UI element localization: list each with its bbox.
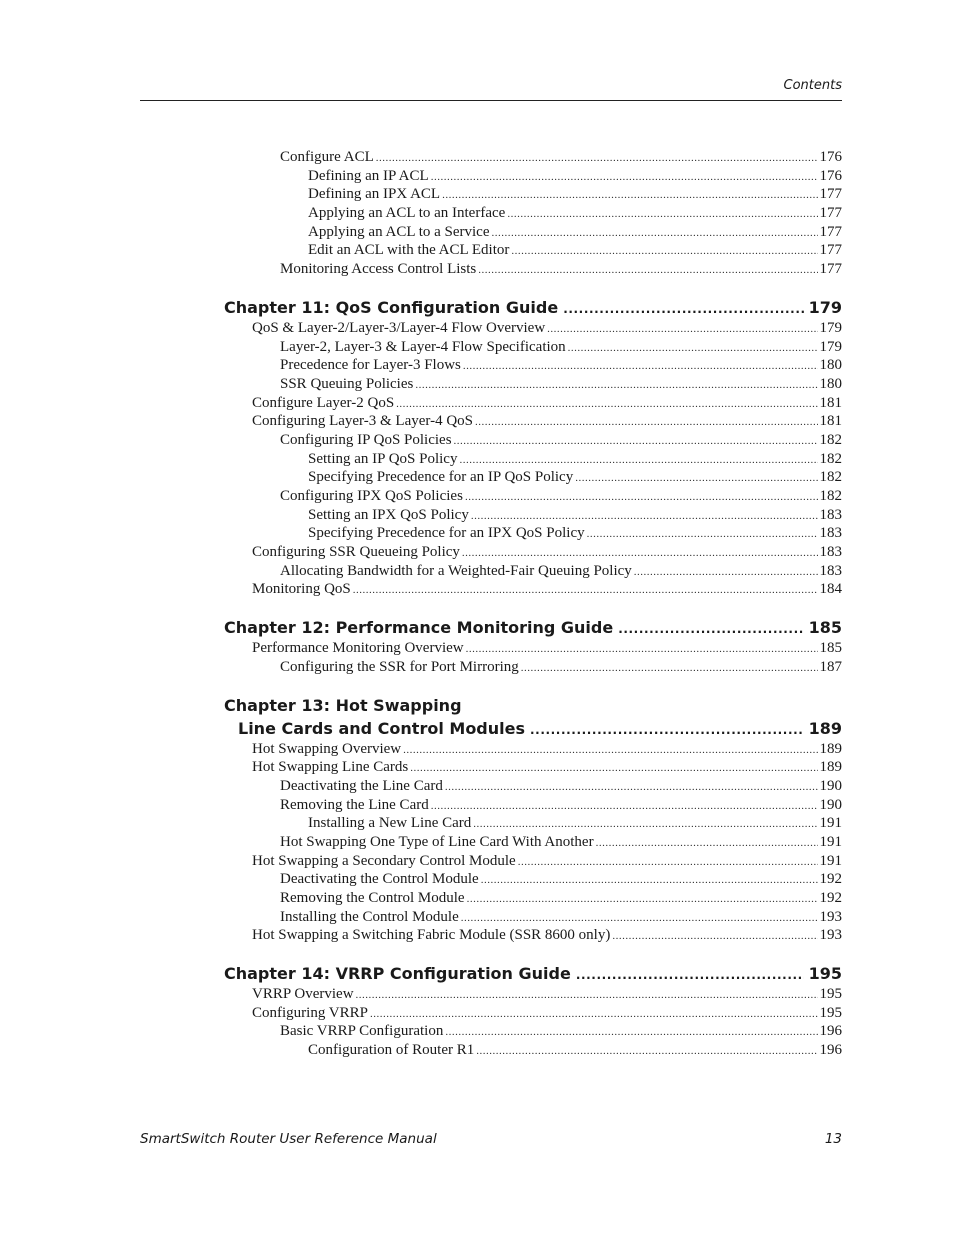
toc-entry[interactable] (224, 394, 842, 413)
toc-entry-page: 177 (819, 223, 842, 240)
toc-entry-title: Configuring IP QoS Policies (280, 431, 452, 448)
chapter-title: Chapter 12: Performance Monitoring Guide (224, 618, 614, 638)
toc-entry-page: 192 (819, 890, 842, 906)
toc-entry-page: 190 (819, 777, 842, 794)
chapter-heading[interactable] (224, 962, 842, 985)
chapter-heading[interactable] (224, 616, 842, 639)
chapter-title-line2: Line Cards and Control Modules (238, 718, 526, 738)
dot-leader (473, 815, 817, 834)
toc-entry-title: Specifying Precedence for an IP QoS Policy (308, 469, 574, 486)
toc-entry[interactable] (224, 1022, 842, 1041)
toc-entry-title: Layer-2, Layer-3 & Layer-4 Flow Specification (280, 338, 566, 355)
toc-entry-page: 180 (819, 375, 842, 392)
dot-leader (478, 261, 817, 280)
toc-entry[interactable] (224, 580, 842, 599)
dot-leader (521, 659, 818, 678)
toc-entry-title: Basic VRRP Configuration (280, 1023, 444, 1040)
toc-entry[interactable] (224, 777, 842, 796)
chapter-gap (224, 677, 842, 694)
running-header: Contents (783, 78, 842, 93)
toc-entry-page: 189 (819, 740, 842, 757)
footer-manual-title: SmartSwitch Router User Reference Manual (140, 1131, 437, 1147)
toc-entry-page: 182 (819, 431, 842, 448)
toc-entry-title: VRRP Overview (252, 986, 354, 1003)
toc-entry-title: SSR Queuing Policies (280, 375, 414, 392)
toc-entry-title: Installing a New Line Card (308, 815, 472, 832)
toc-entry-page: 191 (819, 833, 842, 850)
toc-entry-title: Performance Monitoring Overview (252, 640, 464, 657)
dot-leader (634, 563, 818, 582)
footer-page-number: 13 (824, 1131, 842, 1147)
toc-entry-page: 191 (819, 852, 842, 869)
dot-leader (459, 451, 817, 470)
dot-leader (463, 357, 818, 376)
toc-entry-page: 187 (819, 658, 842, 675)
chapter-page: 179 (808, 297, 842, 317)
toc-entry-page: 183 (819, 506, 842, 523)
chapter-heading[interactable] (224, 296, 842, 319)
toc-entry-page: 181 (819, 394, 842, 411)
toc-entry-title: Removing the Control Module (280, 890, 465, 906)
toc-entry-title: Monitoring QoS (252, 581, 351, 598)
toc-entry-title: Configuring IPX QoS Policies (280, 488, 463, 504)
toc-entry[interactable] (224, 167, 842, 186)
toc-entry-title: Deactivating the Line Card (280, 777, 443, 794)
toc-entry-page: 191 (819, 815, 842, 832)
chapter-page: 185 (808, 618, 842, 638)
toc-entry-title: Setting an IP QoS Policy (308, 450, 458, 467)
toc-entry-title: Defining an IPX ACL (308, 186, 441, 203)
dot-leader (431, 797, 818, 816)
toc-entry-page: 189 (819, 759, 842, 776)
dot-leader (370, 1005, 818, 1024)
toc-entry[interactable] (224, 908, 842, 927)
toc-entry[interactable] (224, 870, 842, 889)
toc-entry[interactable] (224, 412, 842, 431)
toc-entry[interactable] (224, 1004, 842, 1023)
chapter-title: Chapter 14: VRRP Configuration Guide (224, 964, 571, 984)
toc-entry[interactable] (224, 185, 842, 204)
chapter-page: 195 (808, 964, 842, 984)
toc-entry-title: Configure ACL (280, 149, 374, 165)
dot-leader (547, 320, 817, 339)
dot-leader (618, 618, 803, 641)
toc-entry[interactable] (224, 319, 842, 338)
toc-entry-page: 176 (819, 167, 842, 184)
dot-leader (466, 640, 818, 659)
toc-entry-page: 195 (819, 986, 842, 1003)
toc-entry[interactable] (224, 833, 842, 852)
toc-entry-page: 185 (819, 640, 842, 657)
toc-entry-title: Edit an ACL with the ACL Editor (308, 242, 510, 259)
toc-entry[interactable] (224, 487, 842, 506)
dot-leader (481, 871, 818, 890)
toc-entry[interactable] (224, 814, 842, 833)
toc-entry[interactable] (224, 562, 842, 581)
toc-entry[interactable] (224, 260, 842, 279)
toc-entry-page: 196 (819, 1042, 842, 1059)
toc-entry-page: 176 (819, 149, 842, 165)
toc-entry-page: 193 (819, 927, 842, 944)
dot-leader (587, 525, 818, 544)
toc-entry-title: Hot Swapping One Type of Line Card With Another (280, 833, 594, 850)
dot-leader (396, 395, 817, 414)
dot-leader (353, 581, 818, 600)
dot-leader (442, 186, 817, 205)
toc-entry[interactable] (224, 204, 842, 223)
dot-leader (356, 986, 818, 1005)
toc-entry-page: 183 (819, 562, 842, 579)
dot-leader (492, 224, 818, 243)
toc-entry[interactable] (224, 658, 842, 677)
dot-leader (445, 1023, 817, 1042)
dot-leader (410, 759, 817, 778)
toc-entry[interactable] (224, 241, 842, 260)
dot-leader (465, 488, 818, 507)
dot-leader (403, 741, 817, 760)
dot-leader (462, 544, 818, 563)
toc-entry[interactable] (224, 852, 842, 871)
toc-entry-page: 195 (819, 1004, 842, 1021)
toc-entry[interactable] (224, 796, 842, 815)
toc-entry-title: Configuring Layer-3 & Layer-4 QoS (252, 413, 474, 430)
toc-entry[interactable] (224, 375, 842, 394)
toc-entry[interactable] (224, 338, 842, 357)
toc-entry-page: 177 (819, 205, 842, 222)
toc-entry-title: Configure Layer-2 QoS (252, 394, 395, 411)
toc-entry[interactable] (224, 450, 842, 469)
dot-leader (475, 413, 817, 432)
toc-entry-title: Allocating Bandwidth for a Weighted-Fair Queuing Policy (280, 562, 632, 579)
toc-entry-page: 181 (819, 413, 842, 430)
toc-entry-title: Setting an IPX QoS Policy (308, 506, 469, 523)
toc-entry[interactable] (224, 926, 842, 945)
toc-entry-page: 192 (819, 871, 842, 888)
toc-entry[interactable] (224, 639, 842, 658)
toc-entry-page: 180 (819, 357, 842, 374)
toc-entry[interactable] (224, 889, 842, 908)
toc-entry-page: 179 (819, 319, 842, 336)
dot-leader (576, 964, 804, 987)
toc-entry[interactable] (224, 1041, 842, 1060)
toc-entry-title: Defining an IP ACL (308, 167, 429, 184)
dot-leader (431, 168, 818, 187)
toc-entry[interactable] (224, 985, 842, 1004)
dot-leader (476, 1042, 817, 1061)
toc-entry-page: 193 (819, 908, 842, 925)
toc-entry[interactable] (224, 740, 842, 759)
toc-entry[interactable] (224, 148, 842, 167)
dot-leader (511, 242, 817, 261)
toc-entry-title: Installing the Control Module (280, 908, 459, 925)
toc-entry-title: QoS & Layer-2/Layer-3/Layer-4 Flow Overview (252, 319, 546, 336)
dot-leader (563, 298, 803, 321)
toc-entry-title: Hot Swapping Line Cards (252, 759, 409, 776)
dot-leader (445, 778, 818, 797)
toc-entry-title: Applying an ACL to a Service (308, 223, 490, 240)
toc-entry[interactable] (224, 758, 842, 777)
toc-entry-title: Removing the Line Card (280, 796, 429, 813)
dot-leader (507, 205, 817, 224)
dot-leader (596, 834, 818, 853)
toc-entry-title: Applying an ACL to an Interface (308, 205, 506, 222)
dot-leader (568, 339, 818, 358)
toc-entry-page: 182 (819, 469, 842, 486)
toc-entry-title: Configuration of Router R1 (308, 1042, 475, 1059)
toc-entry-title: Hot Swapping Overview (252, 740, 402, 757)
toc-entry-title: Hot Swapping a Switching Fabric Module (SSR 8600 only) (252, 927, 611, 944)
dot-leader (454, 432, 818, 451)
toc-entry[interactable] (224, 506, 842, 525)
toc-entry-page: 177 (819, 261, 842, 278)
toc-entry-page: 177 (819, 242, 842, 259)
chapter-gap (224, 599, 842, 616)
dot-leader (530, 719, 804, 742)
toc-entry[interactable] (224, 468, 842, 487)
toc-entry-page: 183 (819, 525, 842, 542)
toc-entry[interactable] (224, 223, 842, 242)
dot-leader (467, 890, 818, 909)
toc-entry-title: Deactivating the Control Module (280, 871, 479, 888)
toc-entry-title: Configuring VRRP (252, 1004, 368, 1021)
dot-leader (471, 507, 818, 526)
toc-entry-page: 184 (819, 581, 842, 598)
toc-entry[interactable] (224, 431, 842, 450)
toc-entry-title: Precedence for Layer-3 Flows (280, 357, 461, 374)
dot-leader (518, 853, 818, 872)
chapter-gap (224, 279, 842, 296)
toc-entry-page: 177 (819, 186, 842, 203)
toc-entry-title: Configuring SSR Queueing Policy (252, 544, 460, 561)
dot-leader (612, 927, 817, 946)
table-of-contents (224, 148, 842, 1060)
dot-leader (376, 149, 818, 168)
toc-entry-page: 179 (819, 338, 842, 355)
toc-entry-title: Specifying Precedence for an IPX QoS Policy (308, 525, 585, 542)
toc-entry-title: Hot Swapping a Secondary Control Module (252, 852, 516, 869)
toc-entry-page: 182 (819, 488, 842, 504)
dot-leader (415, 376, 817, 395)
chapter-title: Chapter 13: Hot Swapping (224, 695, 462, 715)
toc-entry-title: Configuring the SSR for Port Mirroring (280, 658, 519, 675)
dot-leader (461, 909, 818, 928)
chapter-title: Chapter 11: QoS Configuration Guide (224, 297, 559, 317)
chapter-heading[interactable] (224, 694, 842, 717)
toc-entry-page: 183 (819, 544, 842, 561)
toc-entry-title: Monitoring Access Control Lists (280, 261, 477, 278)
toc-entry-page: 182 (819, 450, 842, 467)
chapter-heading-continued[interactable] (224, 717, 842, 740)
toc-entry[interactable] (224, 356, 842, 375)
header-rule (140, 100, 842, 101)
chapter-page: 189 (808, 718, 842, 738)
toc-entry[interactable] (224, 543, 842, 562)
toc-entry-page: 196 (819, 1023, 842, 1040)
toc-entry-page: 190 (819, 796, 842, 813)
chapter-gap (224, 945, 842, 962)
toc-entry[interactable] (224, 524, 842, 543)
dot-leader (575, 469, 817, 488)
